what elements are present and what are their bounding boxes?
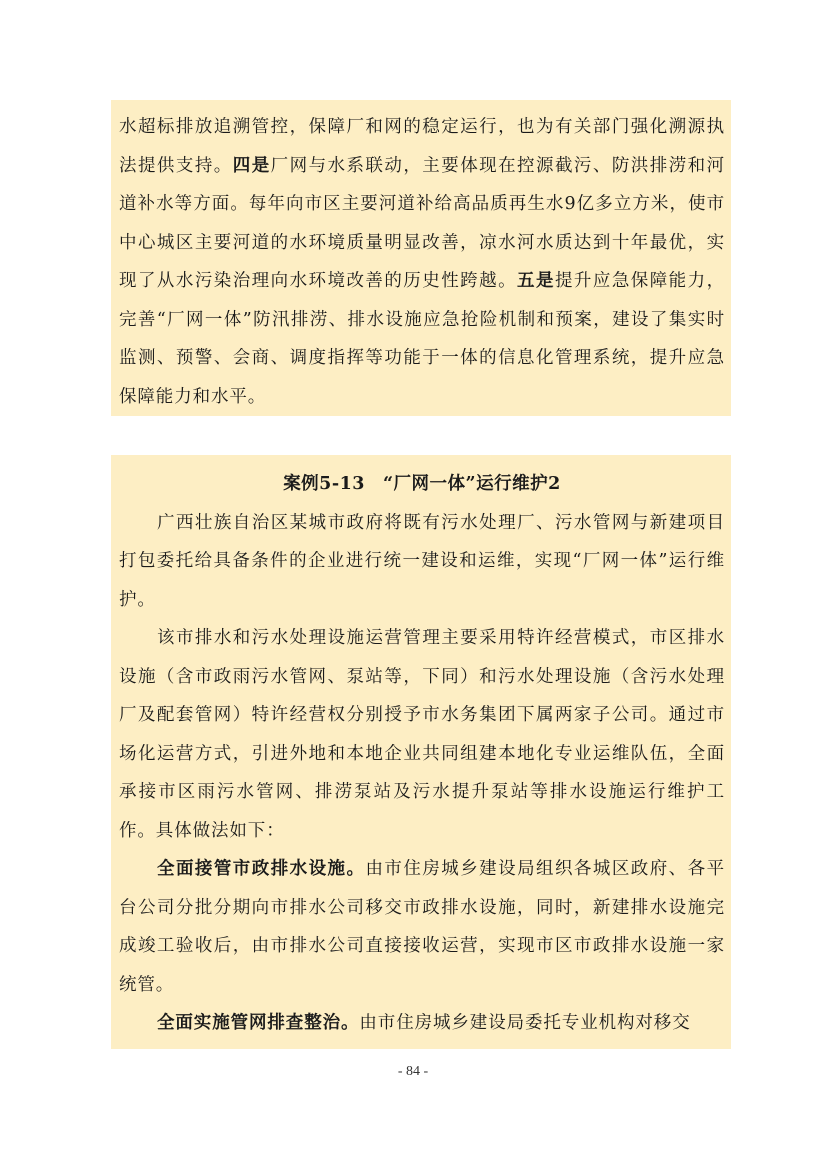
case-paragraph-2: 该市排水和污水处理设施运营管理主要采用特许经营模式，市区排水设施（含市政雨污水管网、泵站等，下同）和污水处理设施（含污水处理厂及配套管网）特许经营权分别授予市水务集团下属两家子公司。通过市场化运营方式，引进外地和本地企业共同组建本地化专业运维队伍，全面承接市区雨污水管网、排涝泵站及污水提升泵站等排水设施运行维护工作。具体做法如下： xyxy=(119,628,725,841)
paragraph-heading: 全面实施管网排查整治。 xyxy=(157,1013,360,1033)
text-run: 提升应急保障能力，完善“厂网一体”防汛排涝、排水设施应急抢险机制和预案，建设了集实时监测、预警、会商、调度指挥等功能于一体的信息化管理系统，提升应急保障能力和水平。 xyxy=(119,271,725,407)
page-number: - 84 - xyxy=(397,1064,429,1079)
case-study-box xyxy=(111,455,731,1049)
bold-marker-five: 五是 xyxy=(517,271,555,291)
bold-marker-four: 四是 xyxy=(232,155,271,176)
case-title: 案例5-13 “厂网一体”运行维护2 xyxy=(283,474,561,494)
paragraph-heading: 全面接管市政排水设施。 xyxy=(157,859,366,879)
case-paragraph-1: 广西壮族自治区某城市政府将既有污水处理厂、污水管网与新建项目打包委托给具备条件的企业进行统一建设和运维，实现“厂网一体”运行维护。 xyxy=(119,512,725,610)
case-paragraph-3 xyxy=(119,850,725,1004)
text-run: 水超标排放追溯管控，保障厂和网的稳定运行，也为有关部门强化溯源执法提供支持。 xyxy=(119,117,725,176)
text-run: 由市住房城乡建设局委托专业机构对移交 xyxy=(359,1013,691,1033)
text-run: 由市住房城乡建设局组织各城区政府、各平台公司分批分期向市排水公司移交市政排水设施，同时，新建排水设施完成竣工验收后，由市排水公司直接接收运营，实现市区市政排水设施一家统管。 xyxy=(119,859,725,995)
case-paragraph-4 xyxy=(119,1004,725,1043)
text-run: 厂网与水系联动，主要体现在控源截污、防洪排涝和河道补水等方面。每年向市区主要河道补给高品质再生水9亿多立方米，使市中心城区主要河道的水环境质量明显改善，凉水河水质达到十年最优，实现了从水污染治理向水环境改善的历史性跨越。 xyxy=(119,155,725,291)
continued-text-box xyxy=(111,100,731,416)
continued-paragraph xyxy=(119,108,725,416)
